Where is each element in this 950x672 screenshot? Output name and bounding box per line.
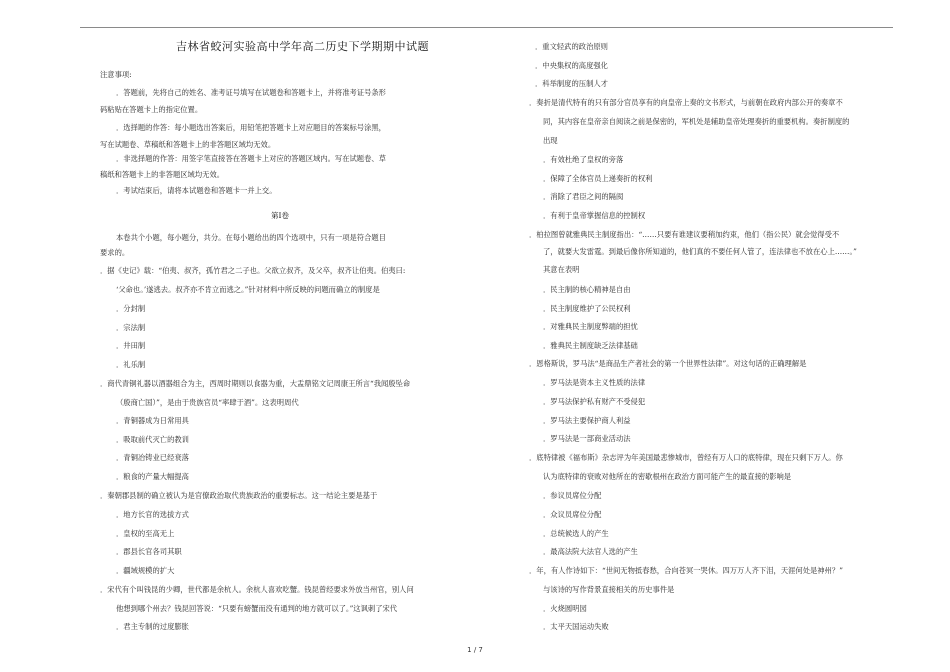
answer-option: ．科举制度的压制人才	[535, 79, 608, 88]
question-stem: 认为底特律的衰败对他所在的密歇根州在政治方面可能产生的最直接的影响是	[543, 472, 792, 481]
answer-option: ．火烧圆明园	[543, 604, 587, 613]
question-stem: 与该诗的写作背景直接相关的历史事件是	[543, 585, 675, 594]
answer-option: ．最高法院大法官人选的产生	[543, 547, 638, 556]
section-intro: 本卷共个小题，每小题分，共分。在每小题给出的四个选项中，只有一项是符合题目	[116, 233, 386, 242]
answer-option: ．众议员席位分配	[543, 510, 602, 519]
section-title: 第Ⅰ卷	[271, 211, 289, 220]
answer-option: ．保障了全体官员上递奏折的权利	[543, 174, 653, 183]
answer-option: ．疆域规模的扩大	[116, 566, 175, 575]
answer-option: ．粮食的产量大幅提高	[116, 472, 189, 481]
question-stem: ．秦朝郡县制的确立被认为是官僚政治取代贵族政治的重要标志。这一结论主要是基于	[100, 491, 378, 500]
question-stem: ．柏拉图曾就雅典民主制度指出：“……只要有谁建议要稍加约束，他们（指公民）就会觉得受不	[529, 230, 840, 239]
answer-option: ．井田制	[116, 341, 146, 350]
document-title: 吉林省蛟河实验高中学年高二历史下学期期中试题	[176, 40, 429, 53]
question-stem: 他想到哪个州去？钱昆回答说：“只要有螃蟹而没有通判的地方就可以了。”这讽刺了宋代	[116, 604, 398, 613]
answer-option: ．郡县长官各司其职	[116, 547, 182, 556]
notice-line: 写在试题卷、草稿纸和答题卡上的非答题区域均无效。	[100, 140, 276, 149]
question-stem: ．宋代有个叫钱昆的少卿，世代都是余杭人。余杭人喜欢吃蟹。钱昆曾经要求外放当州官，别人问	[100, 585, 414, 594]
answer-option: ．重文轻武的政治原则	[535, 42, 608, 51]
answer-option: ．君主专制的过度膨胀	[116, 622, 189, 631]
answer-option: ．罗马法是一部商业活动法	[543, 434, 631, 443]
answer-option: ．民主制度维护了公民权利	[543, 304, 631, 313]
answer-option: ．礼乐制	[116, 360, 146, 369]
question-stem: ．年，有人作诗如下：“世间无物抵春愁，合向苍冥一哭休。四万万人齐下泪，天涯何处是神州？”	[529, 566, 843, 575]
answer-option: ．民主制的核心精神是自由	[543, 285, 631, 294]
question-stem: ．奏折是清代特有的只有部分官员享有的向皇帝上奏的文书形式，与前朝在政府内部公开的奏章不	[529, 98, 843, 107]
answer-option: ．吸取前代灭亡的教训	[116, 435, 189, 444]
answer-option: ．罗马法主要保护商人利益	[543, 416, 631, 425]
question-stem: ．据《史记》载：“伯夷、叔齐，孤竹君之二子也。父欲立叔齐，及父卒，叔齐让伯夷。伯夷曰:	[100, 266, 406, 275]
answer-option: ．太平天国运动失败	[543, 622, 609, 631]
answer-option: ．罗马法是资本主义性质的法律	[543, 378, 646, 387]
question-stem: （殷商亡国）”，是由于贵族官员“率肆于酒”。这表明周代	[116, 398, 299, 407]
answer-option: ．中央集权的高度强化	[535, 61, 608, 70]
notice-line: 码粘贴在答题卡上的指定位置。	[100, 105, 203, 114]
page-number: 1 / 7	[467, 646, 483, 654]
notice-line: ．考试结束后，请将本试题卷和答题卡一并上交。	[116, 186, 277, 195]
answer-option: ．有利于皇帝掌握信息的控制权	[543, 211, 646, 220]
answer-option: ．分封制	[116, 304, 146, 313]
notice-line: ．答题前，先将自己的姓名、准考证号填写在试题卷和答题卡上，并将准考证号条形	[116, 88, 386, 97]
section-intro: 要求的。	[100, 248, 130, 257]
answer-option: ．青铜冶铸业已经衰落	[116, 453, 189, 462]
question-stem: ．恩格斯说，罗马法“是商品生产者社会的第一个世界性法律”。对这句话的正确理解是	[529, 359, 807, 368]
answer-option: ．对雅典民主制度弊端的担忧	[543, 322, 638, 331]
question-stem: ‘父命也。’遂逃去。叔齐亦不肯立而逃之。”针对材料中所反映的问题而确立的制度是	[116, 285, 380, 294]
question-stem: ．底特律被《福布斯》杂志评为年美国最悲惨城市，曾经有万人口的底特律，现在只剩下万人。你	[529, 453, 843, 462]
answer-option: ．消除了君臣之间的隔阂	[543, 192, 624, 201]
notice-line: ．非选择题的作答：用签字笔直接答在答题卡上对应的答题区域内。写在试题卷、草	[116, 154, 386, 163]
answer-option: ．总统候选人的产生	[543, 529, 609, 538]
top-rule	[80, 27, 893, 28]
answer-option: ．宗法制	[116, 323, 146, 332]
answer-option: ．罗马法保护私有财产不受侵犯	[543, 397, 646, 406]
answer-option: ．皇权的至高无上	[116, 529, 175, 538]
question-stem: 同，其内容在皇帝亲自阅读之前是保密的，军机处是辅助皇帝处理奏折的重要机构。奏折制度的	[543, 117, 850, 126]
question-stem: 了，就要大发雷霆。到最后像你所知道的，他们真的不要任何人管了，连法律也不放在心上……。”	[543, 247, 857, 256]
notice-line: 稿纸和答题卡上的非答题区域均无效。	[100, 170, 225, 179]
notice-line: ．选择题的作答：每小题选出答案后，用铅笔把答题卡上对应题目的答案标号涂黑，	[116, 123, 386, 132]
question-stem: 出现	[543, 136, 558, 145]
notice-heading: 注意事项:	[100, 70, 132, 79]
answer-option: ．参议员席位分配	[543, 491, 602, 500]
question-stem: ．商代青铜礼器以酒器组合为主，西周时期则以食器为重，大盂鼎铭文记周康王所言“我闻殷坠命	[100, 379, 411, 388]
question-stem: 其意在表明	[543, 265, 580, 274]
answer-option: ．青铜器成为日常用具	[116, 416, 189, 425]
answer-option: ．地方长官的选拔方式	[116, 510, 189, 519]
answer-option: ．雅典民主制度缺乏法律基础	[543, 341, 638, 350]
answer-option: ．有效杜绝了皇权的旁落	[543, 155, 624, 164]
